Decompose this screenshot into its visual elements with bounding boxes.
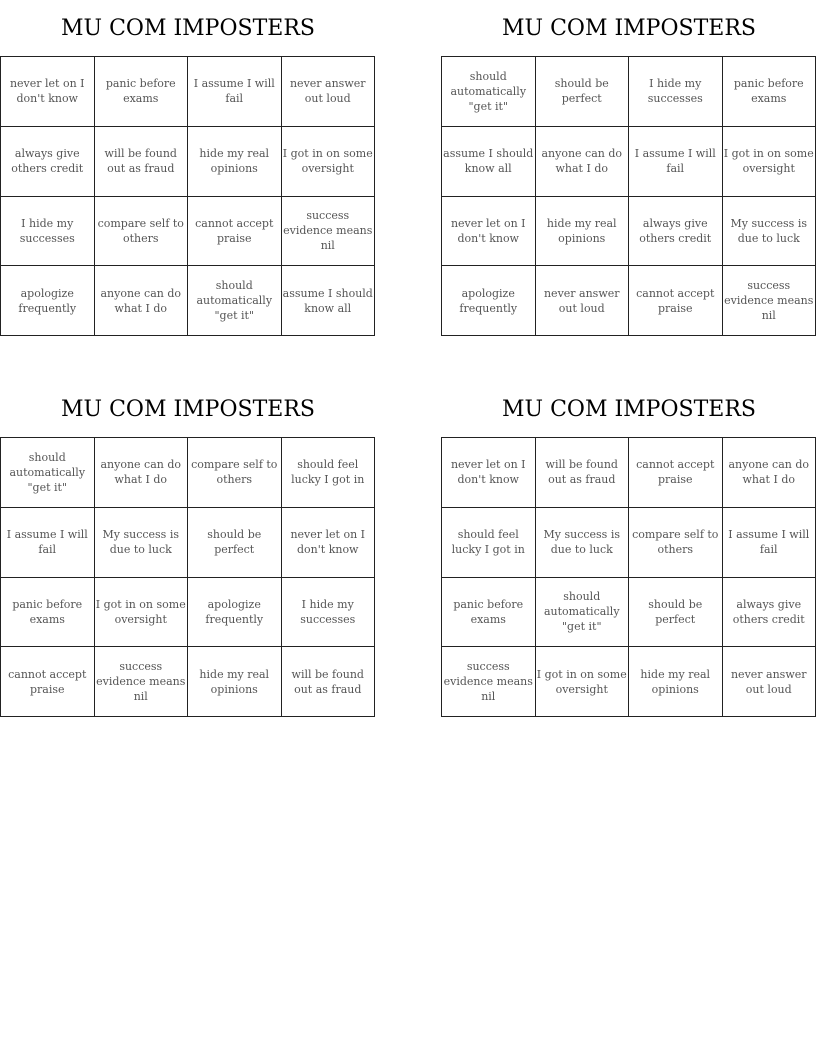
bingo-cell: anyone can do what I do [536,127,630,197]
bingo-grid [441,437,816,717]
card-title: MU COM IMPOSTERS [61,396,315,422]
bingo-cell: My success is due to luck [723,197,816,267]
bingo-cell: anyone can do what I do [95,438,189,508]
bingo-cell: I got in on some oversight [95,578,189,648]
bingo-cell: should be perfect [536,57,630,127]
bingo-cell: success evidence means nil [282,197,376,267]
bingo-grid [0,56,375,336]
bingo-cell: hide my real opinions [629,647,723,717]
bingo-card-4 [441,381,816,717]
bingo-cell: should be perfect [188,508,282,578]
bingo-cell: should feel lucky I got in [282,438,376,508]
card-title: MU COM IMPOSTERS [502,396,756,422]
bingo-cell: panic before exams [95,57,189,127]
bingo-cell: hide my real opinions [188,127,282,197]
bingo-cell: panic before exams [723,57,816,127]
bingo-cell: hide my real opinions [188,647,282,717]
bingo-card-2 [441,0,816,336]
bingo-cell: cannot accept praise [629,438,723,508]
bingo-cell: I got in on some oversight [723,127,816,197]
bingo-cell: apologize frequently [1,266,95,336]
bingo-cell: will be found out as fraud [282,647,376,717]
bingo-cell: compare self to others [629,508,723,578]
bingo-cell: should automatically "get it" [442,57,536,127]
bingo-cell: I assume I will fail [723,508,816,578]
bingo-cell: never let on I don't know [1,57,95,127]
bingo-cell: success evidence means nil [95,647,189,717]
card-title: MU COM IMPOSTERS [61,15,315,41]
bingo-cell: I got in on some oversight [282,127,376,197]
bingo-cell: success evidence means nil [442,647,536,717]
bingo-cell: My success is due to luck [536,508,630,578]
bingo-cell: I hide my successes [1,197,95,267]
bingo-cell: will be found out as fraud [536,438,630,508]
bingo-cell: compare self to others [188,438,282,508]
bingo-cell: never answer out loud [282,57,376,127]
card-title: MU COM IMPOSTERS [502,15,756,41]
bingo-cell: success evidence means nil [723,266,816,336]
bingo-cell: will be found out as fraud [95,127,189,197]
bingo-cell: I assume I will fail [188,57,282,127]
bingo-cell: I assume I will fail [1,508,95,578]
bingo-cell: compare self to others [95,197,189,267]
bingo-cell: anyone can do what I do [95,266,189,336]
bingo-cell: cannot accept praise [1,647,95,717]
bingo-cell: I hide my successes [629,57,723,127]
bingo-cell: cannot accept praise [188,197,282,267]
bingo-cell: panic before exams [442,578,536,648]
bingo-cell: always give others credit [629,197,723,267]
bingo-cell: assume I should know all [282,266,376,336]
bingo-cell: I assume I will fail [629,127,723,197]
bingo-cell: always give others credit [1,127,95,197]
bingo-cell: apologize frequently [442,266,536,336]
bingo-cell: should feel lucky I got in [442,508,536,578]
bingo-cell: I got in on some oversight [536,647,630,717]
bingo-cell: cannot accept praise [629,266,723,336]
bingo-cell: never let on I don't know [442,197,536,267]
bingo-cell: should automatically "get it" [1,438,95,508]
bingo-cell: should automatically "get it" [188,266,282,336]
bingo-cell: should be perfect [629,578,723,648]
bingo-cell: panic before exams [1,578,95,648]
bingo-grid [441,56,816,336]
bingo-cell: assume I should know all [442,127,536,197]
bingo-cell: apologize frequently [188,578,282,648]
bingo-cell: My success is due to luck [95,508,189,578]
bingo-cell: I hide my successes [282,578,376,648]
bingo-cell: should automatically "get it" [536,578,630,648]
bingo-card-3 [0,381,376,717]
bingo-grid [0,437,375,717]
bingo-cell: hide my real opinions [536,197,630,267]
bingo-cell: anyone can do what I do [723,438,816,508]
bingo-card-1 [0,0,376,336]
bingo-cell: never answer out loud [723,647,816,717]
bingo-cell: never let on I don't know [282,508,376,578]
bingo-cell: always give others credit [723,578,816,648]
bingo-cell: never answer out loud [536,266,630,336]
bingo-cell: never let on I don't know [442,438,536,508]
